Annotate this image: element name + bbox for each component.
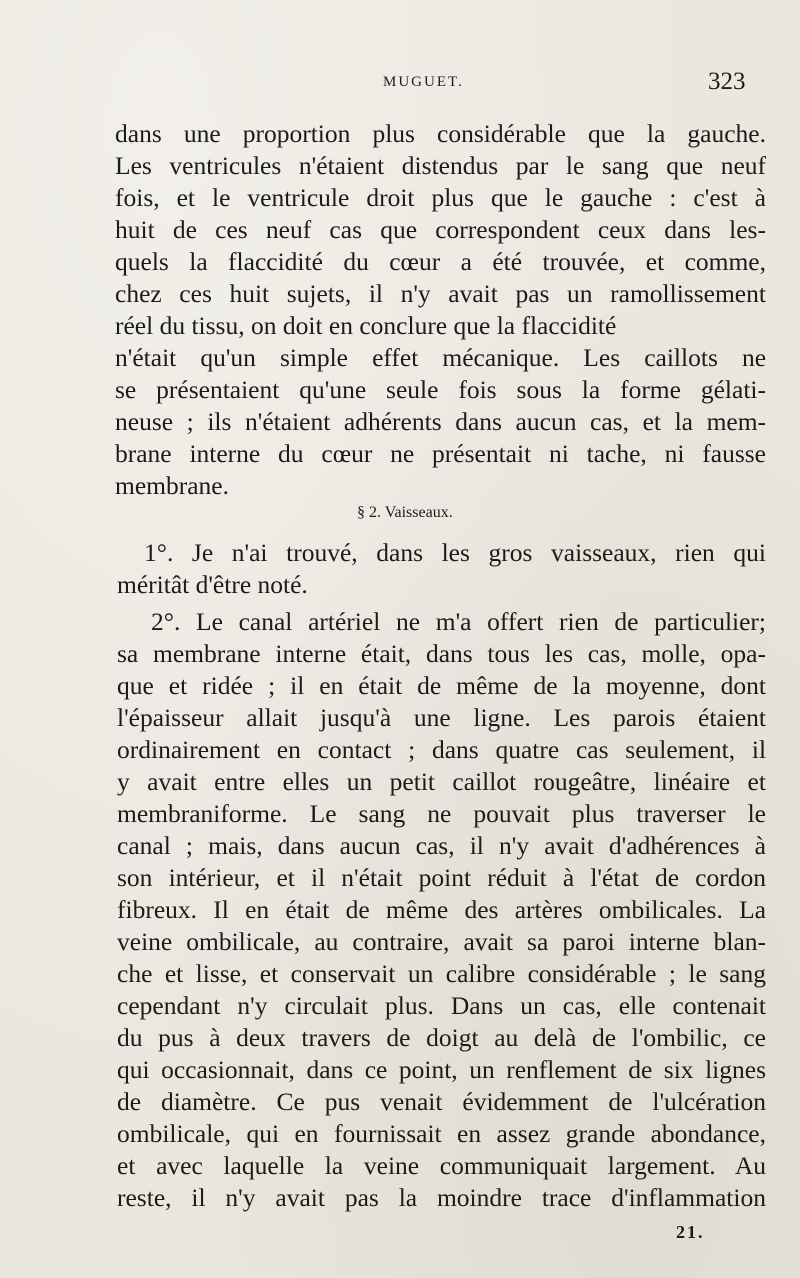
running-head: MUGUET.: [383, 74, 464, 90]
text-line: chez ces huit sujets, il n'y avait pas un ramollissement: [115, 279, 766, 308]
text-line: dans une proportion plus considérable que la gauche.: [115, 119, 766, 148]
signature-mark: 21.: [676, 1222, 705, 1242]
text-line: membraniforme. Le sang ne pouvait plus traverser le: [117, 799, 766, 828]
text-line: neuse ; ils n'étaient adhérents dans aucun cas, et la mem-: [115, 407, 767, 436]
text-line: de diamètre. Ce pus venait évidemment de l'ulcération: [117, 1087, 766, 1116]
text-line: Les ventricules n'étaient distendus par le sang que neuf: [115, 151, 767, 180]
text-line: quels la flaccidité du cœur a été trouvée, et comme,: [115, 247, 767, 276]
text-line: méritât d'être noté.: [117, 570, 308, 599]
text-line: et avec laquelle la veine communiquait largement. Au: [117, 1151, 767, 1180]
page-number: 323: [708, 68, 746, 95]
text-line: brane interne du cœur ne présentait ni tache, ni fausse: [115, 439, 766, 468]
text-line: veine ombilicale, au contraire, avait sa paroi interne blan-: [117, 927, 767, 956]
text-line: 2°. Le canal artériel ne m'a offert rien de particulier;: [151, 607, 767, 636]
text-line: n'était qu'un simple effet mécanique. Les caillots ne: [115, 343, 767, 372]
section-heading: § 2. Vaisseaux.: [357, 504, 453, 521]
text-line: son intérieur, et il n'était point réduit à l'état de cordon: [117, 863, 766, 892]
text-line: ombilicale, qui en fournissait en assez grande abondance,: [117, 1119, 766, 1148]
text-line: huit de ces neuf cas que correspondent ceux dans les-: [115, 215, 766, 244]
text-line: membrane.: [115, 471, 229, 500]
text-line: ordinairement en contact ; dans quatre cas seulement, il: [117, 735, 767, 764]
text-line: cependant n'y circulait plus. Dans un cas, elle contenait: [117, 991, 767, 1020]
text-line: qui occasionnait, dans ce point, un renflement de six lignes: [117, 1055, 766, 1084]
text-line: reste, il n'y avait pas la moindre trace d'inflammation: [117, 1183, 766, 1212]
text-line: que et ridée ; il en était de même de la moyenne, dont: [117, 671, 767, 700]
text-line: fois, et le ventricule droit plus que le gauche : c'est à: [115, 183, 766, 212]
text-line: 1°. Je n'ai trouvé, dans les gros vaisseaux, rien qui: [144, 538, 766, 567]
text-line: du pus à deux travers de doigt au delà de l'ombilic, ce: [117, 1023, 766, 1052]
text-line: se présentaient qu'une seule fois sous la forme gélati-: [115, 375, 766, 404]
text-line: fibreux. Il en était de même des artères ombilicales. La: [117, 895, 766, 924]
text-line: l'épaisseur allait jusqu'à une ligne. Les parois étaient: [117, 703, 766, 732]
text-line: che et lisse, et conservait un calibre considérable ; le sang: [117, 959, 766, 988]
text-line: sa membrane interne était, dans tous les cas, molle, opa-: [117, 639, 766, 668]
text-line: canal ; mais, dans aucun cas, il n'y avait d'adhérences à: [117, 831, 766, 860]
text-line: réel du tissu, on doit en conclure que la flaccidité: [115, 311, 617, 340]
text-line: y avait entre elles un petit caillot rougeâtre, linéaire et: [117, 767, 766, 796]
